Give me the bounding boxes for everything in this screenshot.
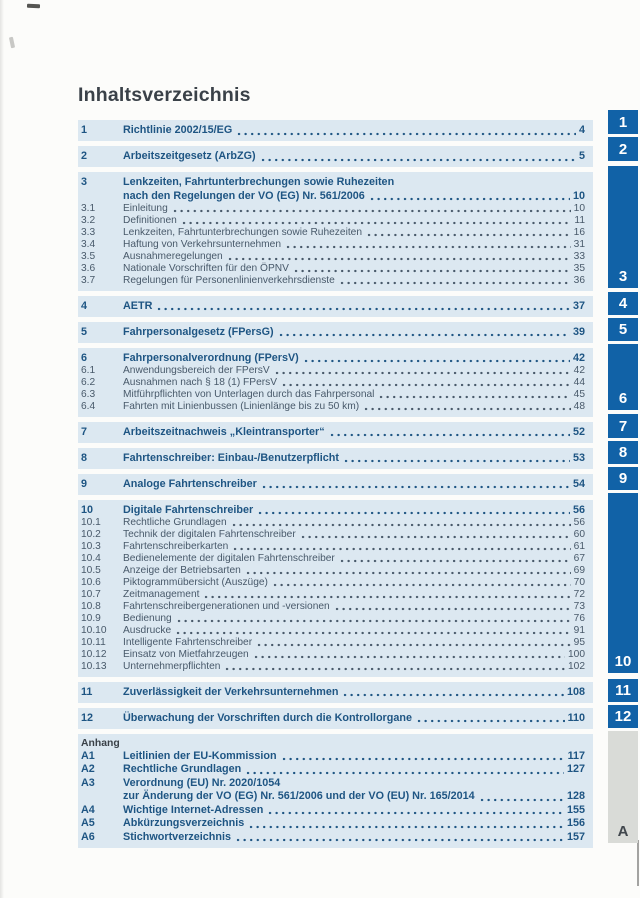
- chapter-tab-9: [608, 467, 638, 490]
- chapter-tab-label: 8: [618, 444, 628, 461]
- toc-entry-label: Nationale Vorschriften für den ÖPNV: [123, 263, 289, 274]
- dotted-leader: [257, 637, 571, 649]
- toc-entry-page-number: 110: [567, 711, 585, 724]
- chapter-tab-label: 9: [618, 470, 628, 487]
- chapter-tab-label: 7: [618, 417, 628, 435]
- toc-entry: [81, 203, 585, 215]
- toc-entry-page-number: 127: [566, 763, 585, 776]
- toc-entry: [81, 517, 585, 529]
- toc-entry-number: A2: [81, 763, 95, 776]
- toc-entry: [81, 300, 585, 314]
- chapter-tab-label: 10: [614, 653, 632, 670]
- toc-entry-number: 6.3: [81, 389, 96, 400]
- toc-entry-label: Arbeitszeitnachweis „Kleintransporter“: [123, 425, 325, 438]
- toc-entry-page-number: 11: [574, 215, 585, 226]
- toc-entry-number: 3.7: [81, 275, 96, 286]
- toc-entry-page-number: 69: [573, 565, 585, 576]
- toc-entry-page-number: 37: [572, 299, 585, 312]
- dotted-leader: [370, 190, 570, 204]
- toc-entry-label: Bedienelemente der digitalen Fahrtenschreiber: [123, 553, 335, 564]
- dotted-leader: [282, 750, 565, 764]
- dotted-leader: [364, 401, 571, 413]
- chapter-tab-label: 5: [618, 321, 628, 338]
- toc-list: [78, 120, 593, 848]
- dotted-leader: [304, 352, 570, 366]
- toc-entry-number: 6.1: [81, 365, 96, 376]
- toc-entry: [81, 389, 585, 401]
- toc-entry-number: 10.10: [81, 625, 107, 636]
- toc-entry-number: 3.2: [81, 215, 96, 226]
- toc-entry-number: A5: [81, 817, 95, 830]
- dotted-leader: [237, 124, 576, 138]
- toc-entry-number: 8: [81, 451, 88, 464]
- toc-entry-label: Intelligente Fahrtenschreiber: [123, 637, 253, 648]
- dotted-leader: [340, 275, 571, 287]
- chapter-tab-label: 2: [618, 140, 628, 158]
- chapter-tab-label: 6: [618, 390, 628, 407]
- toc-entry-number: 3.5: [81, 251, 96, 262]
- toc-entry-label: Wichtige Internet-Adressen: [123, 803, 264, 816]
- toc-entry-page-number: 10: [573, 203, 585, 214]
- toc-entry-page-number: 76: [573, 613, 585, 624]
- toc-entry-label: Fahrtenschreiber: Einbau-/Benutzerpflicht: [123, 451, 339, 464]
- chapter-tab-label: 1: [618, 113, 628, 131]
- toc-entry: [81, 712, 585, 726]
- toc-entry-number: 10.13: [81, 661, 107, 672]
- scan-line-artifact: [637, 840, 639, 886]
- toc-entry-number: 10.7: [81, 589, 101, 600]
- dotted-leader: [246, 763, 564, 777]
- toc-section-band: [78, 348, 593, 417]
- toc-entry-page-number: 70: [573, 577, 585, 588]
- toc-section-band: [78, 120, 593, 141]
- toc-entry-page-number: 60: [573, 529, 585, 540]
- toc-entry: [81, 251, 585, 263]
- toc-entry-label: Abkürzungsverzeichnis: [123, 817, 245, 830]
- toc-entry-label: AETR: [123, 299, 153, 312]
- dotted-leader: [261, 150, 576, 164]
- chapter-tab-7: [608, 414, 638, 438]
- toc-section-band: [78, 474, 593, 495]
- toc-section-band: [78, 172, 593, 291]
- toc-entry: [81, 661, 585, 673]
- toc-entry-page-number: 91: [573, 625, 585, 636]
- toc-entry-page-number: 72: [573, 589, 585, 600]
- toc-entry: [81, 365, 585, 377]
- toc-entry: [81, 176, 585, 190]
- toc-entry: [81, 377, 585, 389]
- chapter-tab-label: 3: [618, 268, 628, 285]
- toc-entry-number: 3.4: [81, 239, 96, 250]
- chapter-tab-12: [608, 705, 638, 728]
- toc-section-band: [78, 322, 593, 343]
- toc-entry: [81, 529, 585, 541]
- toc-entry-page-number: 10: [572, 189, 585, 202]
- dotted-leader: [480, 790, 564, 804]
- toc-entry-number: 9: [81, 477, 88, 490]
- dotted-leader: [379, 389, 570, 401]
- toc-section-band: [78, 448, 593, 469]
- toc-entry-label: Unternehmerpflichten: [123, 661, 221, 672]
- toc-entry-number: 10: [81, 503, 94, 516]
- toc-entry-label: Digitale Fahrtenschreiber: [123, 503, 254, 516]
- toc-entry: [81, 750, 585, 764]
- dotted-leader: [344, 452, 570, 466]
- toc-entry-label: Rechtliche Grundlagen: [123, 763, 242, 776]
- toc-section-band: [78, 296, 593, 317]
- toc-entry-number: 3: [81, 176, 88, 188]
- dotted-leader: [233, 541, 570, 553]
- toc-entry-page-number: 157: [566, 830, 585, 843]
- toc-entry: [81, 124, 585, 138]
- toc-entry-number: 11: [81, 685, 93, 698]
- dotted-leader: [204, 589, 570, 601]
- toc-entry-number: 10.5: [81, 565, 101, 576]
- dotted-leader: [294, 263, 571, 275]
- toc-entry-number: 10.4: [81, 553, 101, 564]
- toc-entry-label: Rechtliche Grundlagen: [123, 517, 227, 528]
- toc-entry-number: 10.11: [81, 637, 106, 648]
- toc-entry-number: 3.6: [81, 263, 96, 274]
- chapter-tab-label: 4: [618, 295, 628, 312]
- chapter-tab-2: [608, 137, 638, 161]
- toc-entry: [81, 625, 585, 637]
- toc-entry-page-number: 156: [566, 817, 585, 830]
- toc-entry-page-number: 45: [573, 389, 585, 400]
- toc-entry-number: 10.8: [81, 601, 101, 612]
- page-title: Inhaltsverzeichnis: [78, 84, 251, 106]
- dotted-leader: [225, 661, 565, 673]
- toc-section-band: [78, 682, 593, 703]
- toc-entry: [81, 601, 585, 613]
- toc-entry-page-number: 42: [572, 351, 585, 364]
- toc-entry-label: Überwachung der Vorschriften durch die Kontrollorgane: [123, 711, 412, 724]
- toc-entry-page-number: 117: [567, 749, 585, 762]
- toc-page: [78, 84, 593, 853]
- toc-entry-page-number: 102: [568, 661, 585, 672]
- chapter-tab-a: [608, 731, 638, 843]
- dotted-leader: [173, 203, 571, 215]
- toc-entry-number: 10.6: [81, 577, 101, 588]
- toc-entry: [81, 352, 585, 366]
- toc-entry-page-number: 53: [572, 451, 585, 464]
- toc-entry-page-number: 56: [572, 503, 585, 516]
- dotted-leader: [157, 300, 570, 314]
- toc-entry-page-number: 128: [566, 790, 585, 803]
- toc-entry: [81, 401, 585, 413]
- toc-entry-number: 6.4: [81, 401, 96, 412]
- toc-entry: [81, 263, 585, 275]
- toc-entry-label: Fahrpersonalgesetz (FPersG): [123, 325, 274, 338]
- toc-section-band: [78, 708, 593, 729]
- toc-entry-number: 10.1: [81, 517, 101, 528]
- toc-entry: [81, 478, 585, 492]
- toc-entry: [81, 190, 585, 204]
- toc-entry: [81, 553, 585, 565]
- scan-edge-shadow: [0, 0, 4, 898]
- toc-entry-number: 12: [81, 711, 94, 724]
- dotted-leader: [286, 239, 571, 251]
- toc-section-band: [78, 734, 593, 848]
- dotted-leader: [236, 831, 564, 845]
- toc-entry-page-number: 16: [573, 227, 585, 238]
- dotted-leader: [417, 712, 565, 726]
- toc-entry-number: 10.12: [81, 649, 107, 660]
- toc-entry-label: Ausnahmeregelungen: [123, 251, 223, 262]
- toc-entry-page-number: 56: [573, 517, 585, 528]
- dotted-leader: [268, 804, 564, 818]
- dotted-leader: [246, 565, 571, 577]
- toc-entry-label: Piktogrammübersicht (Auszüge): [123, 577, 268, 588]
- dotted-leader: [258, 504, 570, 518]
- toc-entry-page-number: 33: [573, 251, 585, 262]
- toc-entry-page-number: 44: [573, 377, 585, 388]
- toc-entry-label: Zeitmanagement: [123, 589, 200, 600]
- toc-entry-label: Verordnung (EU) Nr. 2020/1054: [123, 776, 281, 789]
- toc-entry-number: 10.2: [81, 529, 101, 540]
- toc-entry: [81, 426, 585, 440]
- toc-entry: [81, 227, 585, 239]
- toc-entry-number: A6: [81, 830, 95, 843]
- toc-entry-label: Einsatz von Mietfahrzeugen: [123, 649, 249, 660]
- scan-speck: [27, 4, 40, 8]
- dotted-leader: [228, 251, 571, 263]
- toc-entry-number: 6: [81, 351, 88, 364]
- toc-entry-label: Anhang: [81, 737, 120, 749]
- scan-speck: [9, 37, 15, 49]
- toc-entry-page-number: 39: [572, 325, 585, 338]
- toc-entry-page-number: 35: [573, 263, 585, 274]
- toc-entry-number: 6.2: [81, 377, 96, 388]
- toc-entry-page-number: 36: [573, 275, 585, 286]
- chapter-tab-label: A: [617, 823, 629, 840]
- toc-entry-number: 5: [81, 325, 88, 338]
- toc-entry-label: Regelungen für Personenlinienverkehrsdienste: [123, 275, 335, 286]
- toc-entry: [81, 504, 585, 518]
- toc-entry-number: 4: [81, 299, 88, 312]
- toc-entry-number: A1: [81, 749, 95, 762]
- toc-entry-page-number: 54: [572, 477, 585, 490]
- toc-entry-label: Definitionen: [123, 215, 177, 226]
- toc-entry-page-number: 100: [568, 649, 585, 660]
- toc-entry-number: 10.3: [81, 541, 101, 552]
- toc-entry: [81, 649, 585, 661]
- dotted-leader: [282, 377, 571, 389]
- dotted-leader: [273, 577, 571, 589]
- dotted-leader: [262, 478, 570, 492]
- toc-entry-label: Anzeige der Betriebsarten: [123, 565, 241, 576]
- chapter-tab-6: [608, 344, 638, 410]
- toc-entry: [81, 637, 585, 649]
- toc-entry: [81, 577, 585, 589]
- toc-entry-label: Anwendungsbereich der FPersV: [123, 365, 270, 376]
- toc-entry-label: Analoge Fahrtenschreiber: [123, 477, 257, 490]
- toc-entry-page-number: 108: [566, 685, 585, 698]
- toc-entry-label: Lenkzeiten, Fahrtunterbrechungen sowie Ruhezeiten: [123, 176, 395, 188]
- toc-entry: [81, 589, 585, 601]
- toc-entry: [81, 239, 585, 251]
- dotted-leader: [330, 426, 570, 440]
- toc-entry: [81, 804, 585, 818]
- toc-entry-label: Richtlinie 2002/15/EG: [123, 124, 233, 136]
- dotted-leader: [176, 625, 571, 637]
- toc-entry-page-number: 4: [578, 124, 585, 136]
- dotted-leader: [182, 215, 572, 227]
- chapter-tab-1: [608, 110, 638, 134]
- toc-entry-page-number: 31: [573, 239, 585, 250]
- toc-entry-page-number: 48: [573, 401, 585, 412]
- toc-entry-page-number: 42: [573, 365, 585, 376]
- toc-entry: [81, 565, 585, 577]
- toc-entry-page-number: 5: [578, 150, 585, 162]
- chapter-tab-label: 12: [614, 708, 632, 725]
- toc-entry: [81, 686, 585, 700]
- dotted-leader: [279, 326, 570, 340]
- toc-entry-label: Zuverlässigkeit der Verkehrsunternehmen: [123, 685, 339, 698]
- dotted-leader: [177, 613, 571, 625]
- toc-entry-label: Stichwortverzeichnis: [123, 830, 232, 843]
- toc-entry-number: 3.3: [81, 227, 96, 238]
- toc-anhang-heading: [81, 738, 585, 750]
- toc-entry-number: 7: [81, 425, 88, 438]
- chapter-tab-4: [608, 292, 638, 315]
- dotted-leader: [275, 365, 571, 377]
- dotted-leader: [301, 529, 571, 541]
- toc-entry-label: Einleitung: [123, 203, 168, 214]
- chapter-tab-8: [608, 441, 638, 464]
- toc-entry-page-number: 155: [566, 803, 585, 816]
- toc-section-band: [78, 146, 593, 167]
- toc-entry: [81, 326, 585, 340]
- chapter-tab-11: [608, 679, 638, 702]
- toc-entry: [81, 215, 585, 227]
- toc-entry: [81, 452, 585, 466]
- toc-entry-label: nach den Regelungen der VO (EG) Nr. 561/2006: [123, 189, 365, 202]
- toc-entry-label: Technik der digitalen Fahrtenschreiber: [123, 529, 296, 540]
- dotted-leader: [254, 649, 565, 661]
- toc-entry-page-number: 52: [572, 425, 585, 438]
- dotted-leader: [232, 517, 571, 529]
- toc-entry-label: Fahrpersonalverordnung (FPersV): [123, 351, 299, 364]
- chapter-tab-3: [608, 166, 638, 288]
- toc-entry-label: Fahrten mit Linienbussen (Linienlänge bis zu 50 km): [123, 401, 360, 412]
- toc-entry-label: Bedienung: [123, 613, 172, 624]
- toc-entry: [81, 275, 585, 287]
- toc-entry-label: Leitlinien der EU-Kommission: [123, 749, 277, 762]
- toc-section-band: [78, 500, 593, 677]
- toc-entry-label: Mitführpflichten von Unterlagen durch das Fahrpersonal: [123, 389, 375, 400]
- dotted-leader: [340, 553, 571, 565]
- chapter-tab-10: [608, 493, 638, 673]
- toc-entry-number: 1: [81, 124, 88, 136]
- toc-entry: [81, 763, 585, 777]
- toc-entry-number: 2: [81, 150, 88, 162]
- toc-entry-label: Fahrtenschreibergenerationen und -versionen: [123, 601, 330, 612]
- chapter-tab-label: 11: [615, 682, 631, 699]
- toc-entry-label: Lenkzeiten, Fahrtunterbrechungen sowie Ruhezeiten: [123, 227, 362, 238]
- toc-entry: [81, 150, 585, 164]
- toc-section-band: [78, 422, 593, 443]
- toc-entry-number: 3.1: [81, 203, 96, 214]
- toc-entry-label: Ausnahmen nach § 18 (1) FPersV: [123, 377, 278, 388]
- toc-entry: [81, 790, 585, 804]
- dotted-leader: [249, 817, 564, 831]
- toc-entry-number: A4: [81, 803, 95, 816]
- chapter-tab-5: [608, 318, 638, 341]
- toc-entry-label: Haftung von Verkehrsunternehmen: [123, 239, 282, 250]
- toc-entry: [81, 613, 585, 625]
- toc-entry-label: Ausdrucke: [123, 625, 172, 636]
- toc-entry: [81, 777, 585, 791]
- toc-entry: [81, 541, 585, 553]
- toc-entry-label: zur Änderung der VO (EG) Nr. 561/2006 und der VO (EU) Nr. 165/2014: [123, 790, 475, 803]
- dotted-leader: [343, 686, 564, 700]
- toc-entry: [81, 831, 585, 845]
- toc-entry-page-number: 73: [573, 601, 585, 612]
- toc-entry-number: 10.9: [81, 613, 101, 624]
- dotted-leader: [367, 227, 571, 239]
- toc-entry-number: A3: [81, 776, 95, 789]
- dotted-leader: [335, 601, 571, 613]
- toc-entry-label: Fahrtenschreiberkarten: [123, 541, 229, 552]
- toc-entry: [81, 817, 585, 831]
- toc-entry-page-number: 61: [573, 541, 585, 552]
- toc-entry-page-number: 95: [573, 637, 585, 648]
- toc-entry-page-number: 67: [573, 553, 585, 564]
- toc-entry-label: Arbeitszeitgesetz (ArbZG): [123, 150, 256, 162]
